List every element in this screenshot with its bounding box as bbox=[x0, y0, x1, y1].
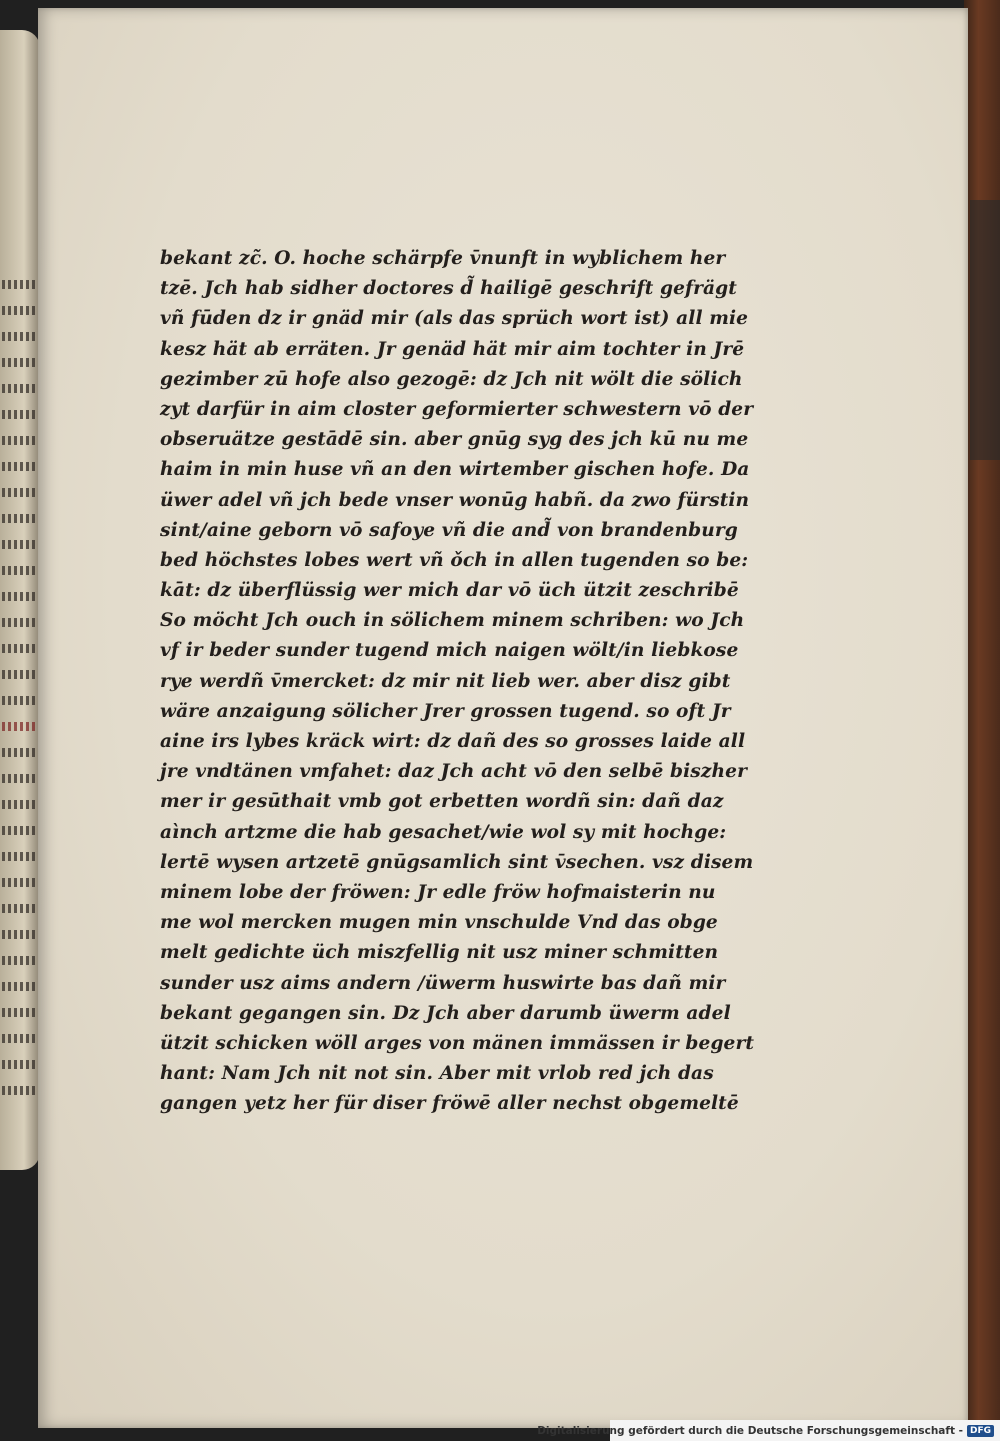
text-line: üwer adel vñ jch bede vnser wonūg habñ. da zwo fürstin bbox=[160, 489, 750, 511]
text-line: gezimber zū hofe also gezogē: dz Jch nit wölt die sölich bbox=[160, 368, 743, 390]
text-line: zyt darfür in aim closter geformierter schwestern vō der bbox=[160, 398, 754, 420]
text-line: rye werdñ v̄mercket: dz mir nit lieb wer. aber disz gibt bbox=[160, 670, 731, 692]
text-line: vf ir beder sunder tugend mich naigen wölt/in liebkose bbox=[160, 640, 739, 662]
text-line: obseruätze gestādē sin. aber gnūg syg des jch kū nu me bbox=[160, 429, 749, 451]
text-line: bed höchstes lobes wert vñ ǒch in allen tugenden so be: bbox=[160, 549, 749, 571]
text-line: bekant gegangen sin. Dz Jch aber darumb üwerm adel bbox=[160, 1002, 731, 1024]
text-line: kesz hät ab erräten. Jr genäd hät mir aim tochter in Jrē bbox=[160, 338, 745, 360]
text-line: sunder usz aims andern /üwerm huswirte bas dañ mir bbox=[160, 972, 726, 994]
text-line: kāt: dz überflüssig wer mich dar vō üch ützit zeschribē bbox=[160, 580, 739, 602]
text-line: haim in min huse vñ an den wirtember gischen hofe. Da bbox=[160, 459, 750, 481]
text-line: sint/aine geborn vō safoye vñ die and̃ von brandenburg bbox=[160, 519, 738, 541]
text-line: wäre anzaigung sölicher Jrer grossen tugend. so oft Jr bbox=[160, 700, 731, 722]
text-line: aine irs lybes kräck wirt: dz dañ des so grosses laide all bbox=[160, 731, 746, 752]
book-cover-edge bbox=[964, 0, 1000, 1441]
text-line: jre vndtänen vmfahet: daz Jch acht vō den selbē biszher bbox=[160, 761, 747, 783]
text-line: vñ fūden dz ir gnäd mir (als das sprüch wort ist) all mie bbox=[160, 308, 749, 330]
text-line: tzē. Jch hab sidher doctores d̃ hailigē geschrift gefrägt bbox=[160, 278, 737, 300]
text-line: ützit schicken wöll arges von mänen immässen ir begert bbox=[160, 1032, 755, 1054]
text-line: gangen yetz her für diser fröwē aller nechst obgemeltē bbox=[160, 1093, 739, 1115]
text-line: me wol mercken mugen min vnschulde Vnd das obge bbox=[160, 912, 718, 934]
text-line: bekant zc̃. O. hoche schärpfe v̄nunft in wyblichem her bbox=[160, 248, 726, 269]
digitization-credit: Digitalisierung gefördert durch die Deutsche Forschungsgemeinschaft - bbox=[537, 1424, 963, 1437]
text-line: melt gedichte üch miszfellig nit usz miner schmitten bbox=[160, 942, 719, 964]
text-line: lertē wysen artzetē gnūgsamlich sint v̄sechen. vsz disem bbox=[160, 851, 754, 873]
page-text-block bbox=[160, 244, 760, 1119]
left-page-edge bbox=[0, 30, 40, 1170]
text-line: minem lobe der fröwen: Jr edle fröw hofmaisterin nu bbox=[160, 881, 716, 903]
text-line: aìnch artzme die hab gesachet/wie wol sy mit hochge: bbox=[160, 821, 727, 843]
digitization-credit-bar bbox=[537, 1420, 1000, 1441]
text-line: hant: Nam Jch nit not sin. Aber mit vrlob red jch das bbox=[160, 1063, 714, 1085]
dfg-logo-icon: DFG bbox=[967, 1425, 994, 1437]
text-line: So möcht Jch ouch in sölichem minem schriben: wo Jch bbox=[160, 610, 745, 632]
manuscript-page bbox=[38, 8, 968, 1428]
left-page-text-fragments bbox=[2, 280, 38, 1112]
text-line: mer ir gesūthait vmb got erbetten wordñ sin: dañ daz bbox=[160, 791, 724, 813]
